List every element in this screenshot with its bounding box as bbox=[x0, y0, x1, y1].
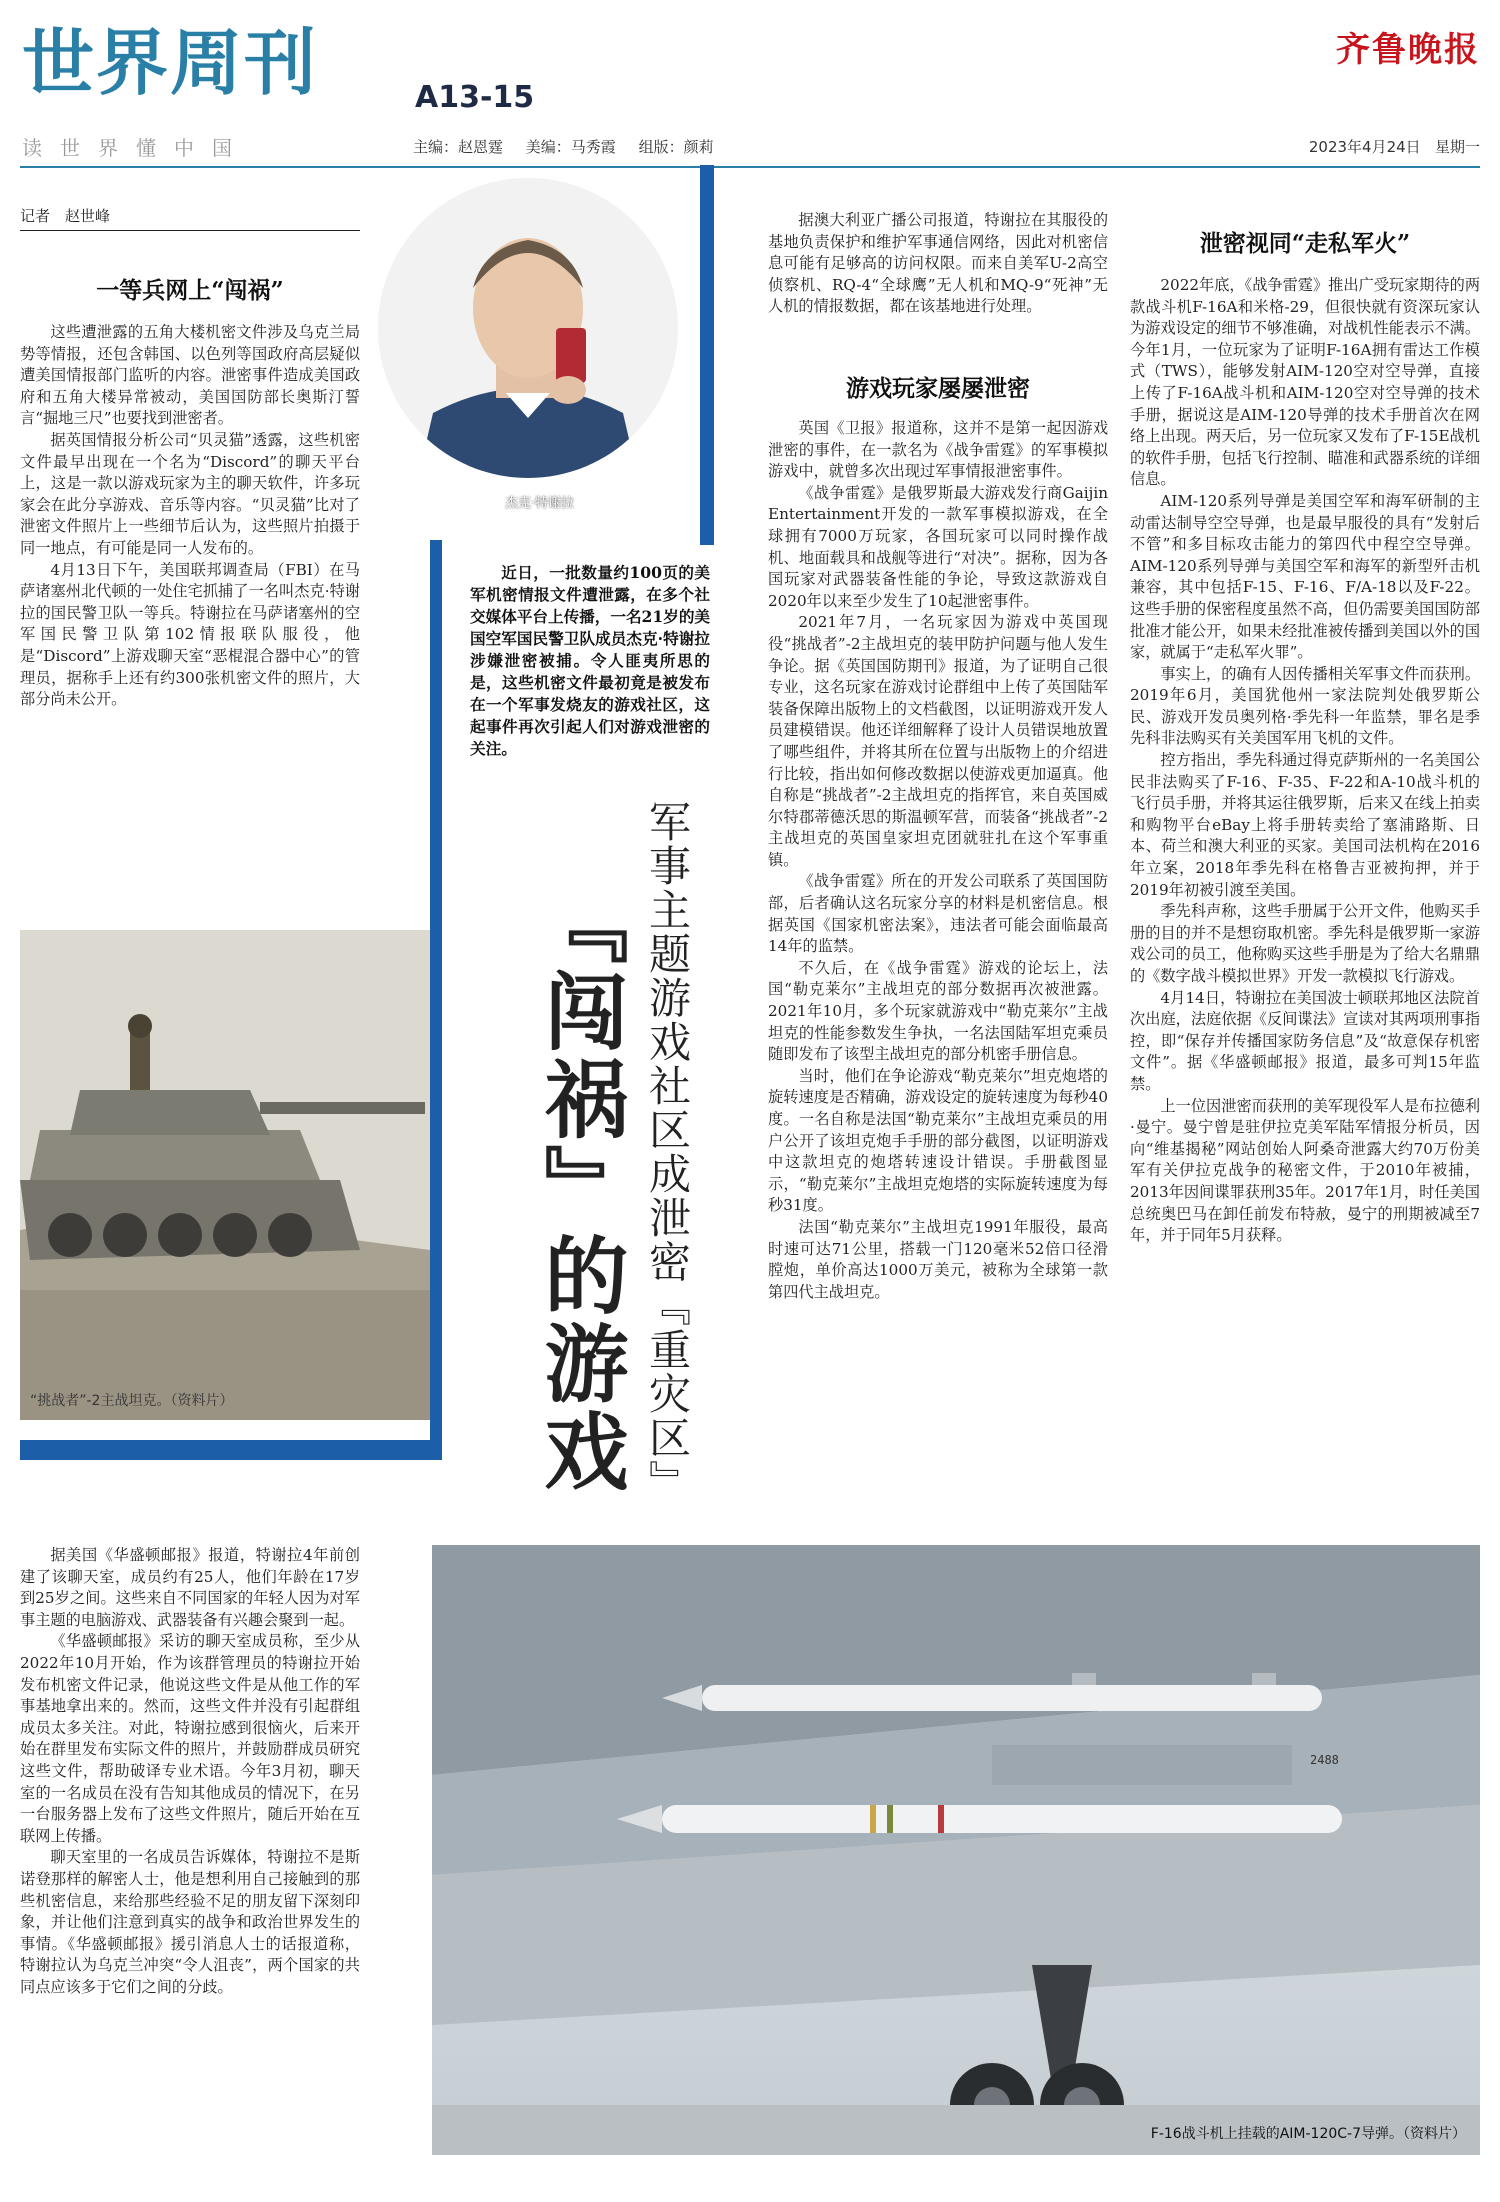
issue-date bbox=[1309, 136, 1480, 157]
editor-credit: 主编：赵恩霆 bbox=[413, 138, 504, 156]
masthead-divider bbox=[20, 166, 1480, 168]
paragraph: 4月13日下午，美国联邦调查局（FBI）在马萨诸塞州北代顿的一处住宅抓捕了一名叫杰克·特谢拉的国民警卫队一等兵。特谢拉在马萨诸塞州的空军国民警卫队第102情报联队服役，他是“Discord”上游戏聊天室“恶棍混合器中心”的管理员，据称手上还有约300张机密文件的照片，大部分尚未公开。 bbox=[20, 560, 360, 709]
sub-headline: 军事主题游戏社区成泄密『重灾区』 bbox=[643, 800, 692, 1504]
lower-left-body bbox=[20, 1545, 360, 1998]
tank-caption: “挑战者”-2主战坦克。（资料片） bbox=[30, 1393, 234, 1409]
jet-caption: F-16战斗机上挂载的AIM-120C-7导弹。（资料片） bbox=[1150, 2126, 1466, 2142]
section1-body bbox=[20, 322, 360, 711]
paragraph: 法国“勒克莱尔”主战坦克1991年服役，最高时速可达71公里，搭载一门120毫米52倍口径滑膛炮，单价高达1000万美元，被称为全球第一款第四代主战坦克。 bbox=[768, 1217, 1108, 1301]
portrait-caption: 杰克·特谢拉 bbox=[505, 496, 575, 511]
right-column-body bbox=[1130, 275, 1480, 1247]
date-text: 2023年4月24日 bbox=[1308, 138, 1421, 156]
paragraph: 这些遭泄露的五角大楼机密文件涉及乌克兰局势等情报，还包含韩国、以色列等国政府高层疑似遭美国情报部门监听的内容。泄密事件造成美国政府和五角大楼异常被动，美国国防部长奥斯汀誓言“掘地三尺”也要找到泄密者。 bbox=[20, 323, 360, 428]
tank-illustration bbox=[20, 930, 430, 1420]
weekday-text: 星期一 bbox=[1434, 138, 1480, 156]
newspaper-logo: 齐鲁晚报 bbox=[1336, 30, 1480, 70]
main-headline: 『闯祸』的游戏 bbox=[531, 880, 630, 1496]
mid-section-title: 游戏玩家屡屡泄密 bbox=[846, 375, 1030, 402]
paragraph: 《战争雷霆》是俄罗斯最大游戏发行商Gaijin Entertainment开发的一款军事模拟游戏，在全球拥有7000万玩家，各国玩家可以同时操作战机、地面载具和战舰等进行“对决”。据称，因为各国玩家对武器装备性能的争论，导致这款游戏自2020年以来至少发生了10起泄密事件。 bbox=[768, 483, 1108, 610]
section-title: 世界周刊 bbox=[22, 21, 319, 105]
jet-marking: 2488 bbox=[1310, 1753, 1339, 1767]
frame-bar-right bbox=[700, 165, 714, 545]
paragraph: 据美国《华盛顿邮报》报道，特谢拉4年前创建了该聊天室，成员约有25人，他们年龄在17岁到25岁之间。这些来自不同国家的年轻人因为对军事主题的电脑游戏、武器装备有兴趣会聚到一起。 bbox=[20, 1546, 360, 1629]
paragraph: AIM-120系列导弹是美国空军和海军研制的主动雷达制导空空导弹，也是最早服役的具有“发射后不管”和多目标攻击能力的第四代中程空空导弹。AIM-120系列导弹与美国空军和海军的新型歼击机兼容，其中包括F-15、F-16、F/A-18以及F-22。这些手册的保密程度虽然不高，但仍需要美国国防部批准才能公开，如果未经批准被传播到美国以外的国家，就属于“走私军火罪”。 bbox=[1130, 491, 1480, 662]
paragraph: 上一位因泄密而获刑的美军现役军人是布拉德利·曼宁。曼宁曾是驻伊拉克美军陆军情报分析员，因向“维基揭秘”网站创始人阿桑奇泄露大约70万份美军有关伊拉克战争的秘密文件，于2010年被捕，2013年因间谍罪获刑35年。2017年1月，时任美国总统奥巴马在卸任前发布特赦，曼宁的刑期被减至7年，并于同年5月获释。 bbox=[1130, 1096, 1480, 1245]
paragraph: 据澳大利亚广播公司报道，特谢拉在其服役的基地负责保护和维护军事通信网络，因此对机密信息可能有足够高的访问权限。而来自美军U-2高空侦察机、RQ-4“全球鹰”无人机和MQ-9“死神”无人机的情报数据，都在该基地进行处理。 bbox=[768, 211, 1108, 316]
section-slogan: 读世界懂中国 bbox=[22, 136, 250, 160]
paragraph: 控方指出，季先科通过得克萨斯州的一名美国公民非法购买了F-16、F-35、F-22和A-10战斗机的飞行员手册，并将其运往俄罗斯，后来又在线上拍卖和购物平台eBay上将手册转卖给了塞浦路斯、日本、荷兰和澳大利亚的买家。美国司法机构在2016年立案，2018年季先科在格鲁吉亚被拘押，并于2019年初被引渡至美国。 bbox=[1130, 751, 1480, 899]
paragraph: 据英国情报分析公司“贝灵猫”透露，这些机密文件最早出现在一个名为“Discord”的聊天平台上，这是一款以游戏玩家为主的聊天软件，许多玩家会在此分享游戏、音乐等内容。“贝灵猫”比对了泄密文件照片上一些细节后认为，这些照片拍摄于同一地点，有可能是同一人发布的。 bbox=[20, 430, 360, 557]
paragraph: 当时，他们在争论游戏“勒克莱尔”坦克炮塔的旋转速度是否精确，游戏设定的旋转速度为每秒40度。一名自称是法国“勒克莱尔”主战坦克乘员的用户公开了该坦克炮手手册的部分截图，以证明游戏中这款坦克的炮塔转速设计错误。手册截图显示，“勒克莱尔”主战坦克炮塔的实际旋转速度为每秒31度。 bbox=[768, 1066, 1108, 1215]
paragraph: 英国《卫报》报道称，这并不是第一起因游戏泄密的事件，在一款名为《战争雷霆》的军事模拟游戏中，就曾多次出现过军事情报泄密事件。 bbox=[768, 419, 1108, 481]
paragraph: 事实上，的确有人因传播相关军事文件而获刑。2019年6月，美国犹他州一家法院判处俄罗斯公民、游戏开发员奥列格·季先科一年监禁，罪名是季先科非法购买有关美国军用飞机的文件。 bbox=[1130, 664, 1480, 748]
paragraph: 2021年7月，一名玩家因为游戏中英国现役“挑战者”-2主战坦克的装甲防护问题与他人发生争论。据《英国国防期刊》报道，为了证明自己很专业，这名玩家在游戏讨论群组中上传了英国陆军装备保障出版物上的文档截图，以证明游戏开发人员建模错误。他还详细解释了设计人员错误地放置了哪些组件，并将其所在位置与出版物上的介绍进行比较，指出如何修改数据以使游戏更加逼真。他自称是“挑战者”-2主战坦克的指挥官，来自英国威尔特郡蒂德沃思的斯温顿军营，而装备“挑战者”-2主战坦克的英国皇家坦克团就驻扎在这个军事重镇。 bbox=[768, 613, 1108, 869]
mid-column-body bbox=[768, 418, 1108, 1303]
right-section-title: 泄密视同“走私军火” bbox=[1199, 230, 1411, 257]
tank-photo bbox=[20, 930, 430, 1420]
page-range: A13-15 bbox=[415, 80, 535, 115]
paragraph: 聊天室里的一名成员告诉媒体，特谢拉不是斯诺登那样的解密人士，他是想利用自己接触到的那些机密信息，来给那些经验不足的朋友留下深刻印象，并让他们注意到真实的战争和政治世界发生的事情。《华盛顿邮报》援引消息人士的话报道称，特谢拉认为乌克兰冲突“令人沮丧”，两个国家的共同点应该多于它们之间的分歧。 bbox=[20, 1848, 360, 1996]
layout-credit: 组版：颜莉 bbox=[638, 138, 714, 156]
paragraph: 《战争雷霆》所在的开发公司联系了英国国防部，后者确认这名玩家分享的材料是机密信息。根据英国《国家机密法案》，违法者可能会面临最高14年的监禁。 bbox=[768, 872, 1108, 956]
jet-photo bbox=[432, 1545, 1480, 2155]
section1-title: 一等兵网上“闯祸” bbox=[96, 277, 284, 304]
paragraph: 4月14日，特谢拉在美国波士顿联邦地区法院首次出庭，法庭依据《反间谍法》宣读对其两项刑事指控，即“保存并传播国家防务信息”及“故意保存机密文件”。据《华盛顿邮报》报道，最多可判15年监禁。 bbox=[1130, 988, 1480, 1093]
paragraph: 季先科声称，这些手册属于公开文件，他购买手册的目的并不是想窃取机密。季先科是俄罗斯一家游戏公司的员工，他称购买这些手册是为了给大名鼎鼎的《数字战斗模拟世界》开发一款模拟飞行游戏。 bbox=[1130, 902, 1480, 985]
paragraph: 不久后，在《战争雷霆》游戏的论坛上，法国“勒克莱尔”主战坦克的部分数据再次被泄露。2021年10月，多个玩家就游戏中“勒克莱尔”主战坦克的性能参数发生争执，一名法国陆军坦克乘员随即发布了该型主战坦克的部分机密手册信息。 bbox=[768, 958, 1108, 1064]
byline: 记者 赵世峰 bbox=[20, 205, 360, 231]
frame-bar-vertical bbox=[430, 540, 442, 1460]
lead-paragraph bbox=[470, 562, 710, 760]
mid-column-top bbox=[768, 210, 1108, 318]
designer-credit: 美编：马秀霞 bbox=[525, 138, 616, 156]
staff-credits bbox=[413, 136, 732, 157]
lead-text: 近日，一批数量约100页的美军机密情报文件遭泄露，在多个社交媒体平台上传播，一名21岁的美国空军国民警卫队成员杰克·特谢拉涉嫌泄密被捕。令人匪夷所思的是，这些机密文件最初竟是被发布在一个军事发烧友的游戏社区，这起事件再次引起人们对游戏泄密的关注。 bbox=[470, 563, 711, 758]
person-illustration bbox=[378, 178, 678, 478]
portrait-photo bbox=[375, 175, 681, 481]
jet-illustration bbox=[432, 1545, 1480, 2155]
frame-bar-horizontal bbox=[20, 1440, 442, 1460]
paragraph: 《华盛顿邮报》采访的聊天室成员称，至少从2022年10月开始，作为该群管理员的特谢拉开始发布机密文件记录，他说这些文件是从他工作的军事基地拿出来的。然而，这些文件并没有引起群组成员太多关注。对此，特谢拉感到很恼火，后来开始在群里发布实际文件的照片，并鼓励群成员研究这些文件，帮助破译专业术语。今年3月初，聊天室的一名成员在没有告知其他成员的情况下，在另一台服务器上发布了这些文件照片，随后开始在互联网上传播。 bbox=[20, 1632, 360, 1845]
paragraph: 2022年底，《战争雷霆》推出广受玩家期待的两款战斗机F-16A和米格-29，但很快就有资深玩家认为游戏设定的细节不够准确，对战机性能表示不满。今年1月，一位玩家为了证明F-16A拥有雷达工作模式（TWS），能够发射AIM-120空对空导弹，直接上传了F-16A战斗机和AIM-120空对空导弹的技术手册，据说这是AIM-120导弹的技术手册首次在网络上出现。两天后，另一位玩家又发布了F-15E战机的软件手册，包括飞行控制、瞄准和武器系统的详细信息。 bbox=[1130, 276, 1481, 489]
